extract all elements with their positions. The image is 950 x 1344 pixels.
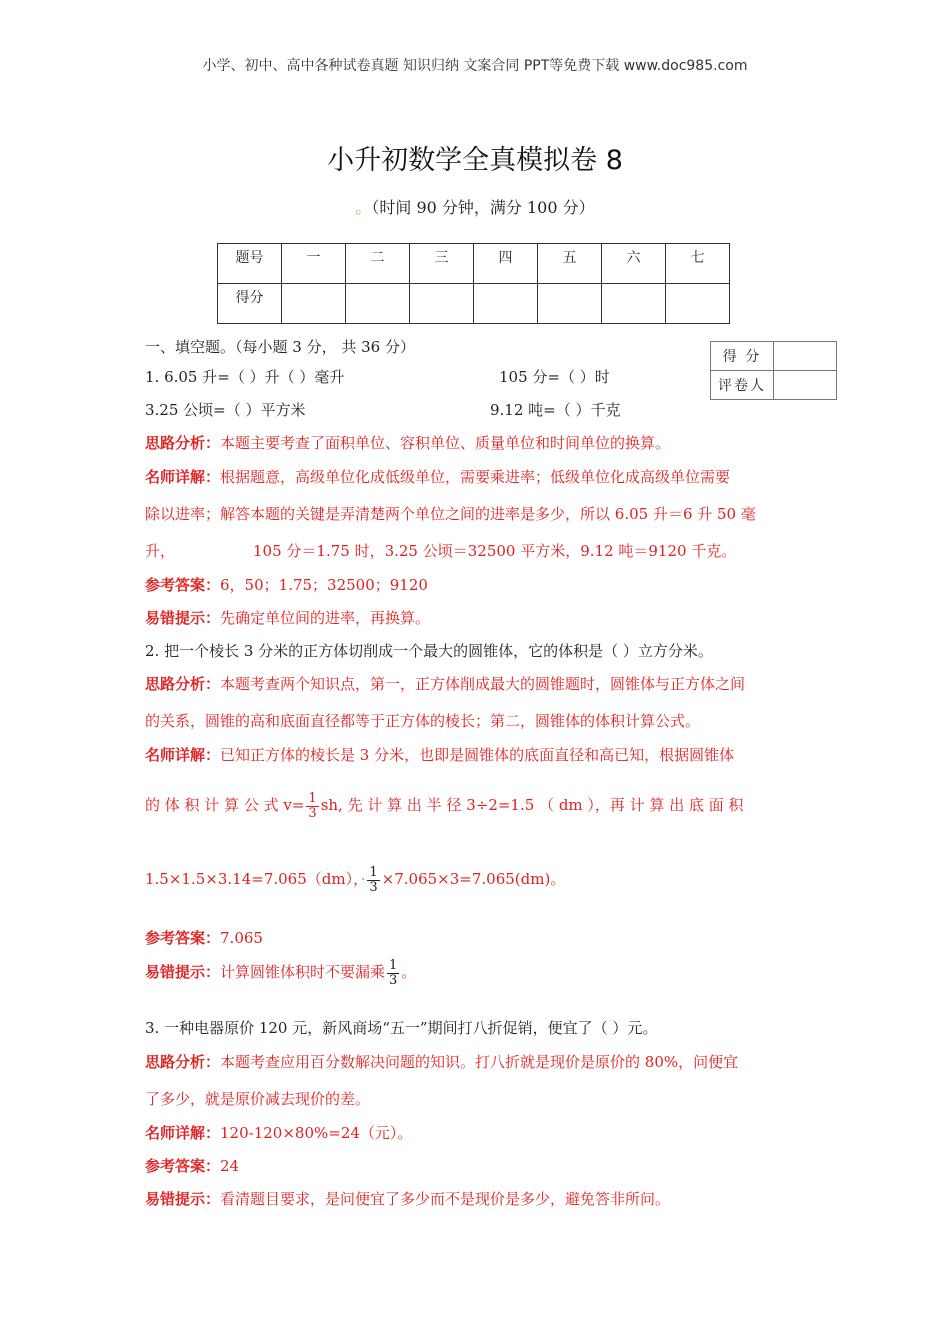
score-cell: 三 [410, 244, 474, 284]
grader-name-blank [774, 371, 837, 400]
score-blank-cell [474, 284, 538, 324]
subtitle-text: （时间 90 分钟，满分 100 分） [371, 198, 595, 217]
score-cell: 二 [346, 244, 410, 284]
score-table [217, 243, 730, 324]
q1-part-c: 3.25 公顷=（ ）平方米 [145, 401, 306, 419]
q3-analysis-line-1: 思路分析：本题考查应用百分数解决问题的知识。打八折就是现价是原价的 80%，问便宜 [145, 1053, 739, 1071]
grader-table [710, 341, 837, 400]
exam-title: 小升初数学全真模拟卷 8 [327, 145, 623, 176]
score-blank-cell [666, 284, 730, 324]
q1-analysis: 思路分析：本题主要考查了面积单位、容积单位、质量单位和时间单位的换算。 [145, 434, 671, 452]
q2-tip: 易错提示：计算圆锥体积时不要漏乘 $\frac{1}{3}$ 。 [145, 958, 417, 988]
q2-analysis-line-2: 的关系，圆锥的高和底面直径都等于正方体的棱长；第二，圆锥体的体积计算公式。 [145, 712, 701, 730]
q3-question: 3. 一种电器原价 120 元，新风商场“五一”期间打八折促销，便宜了（ ）元。 [145, 1019, 658, 1037]
grader-score-label: 得 分 [711, 342, 774, 371]
grader-name-label: 评卷人 [711, 371, 774, 400]
q1-detail-line-3a: 升， [145, 542, 176, 560]
score-blank-cell [282, 284, 346, 324]
section-1-heading: 一、填空题。（每小题 3 分， 共 36 分） [145, 338, 415, 356]
score-table-header-row [218, 244, 730, 284]
score-cell: 题号 [218, 244, 282, 284]
score-cell: 得分 [218, 284, 282, 324]
q1-part-b: 105 分=（ ）时 [499, 368, 610, 386]
fraction-one-third: $\frac{1}{3}$ [308, 791, 317, 821]
q1-detail-line-1: 名师详解：根据题意，高级单位化成低级单位，需要乘进率；低级单位化成高级单位需要 [145, 468, 731, 486]
q2-analysis-line-1: 思路分析：本题考查两个知识点，第一，正方体削成最大的圆锥题时，圆锥体与正方体之间 [145, 675, 746, 693]
score-cell: 四 [474, 244, 538, 284]
score-blank-cell [346, 284, 410, 324]
score-cell: 五 [538, 244, 602, 284]
score-cell: 六 [602, 244, 666, 284]
q2-detail-line-1: 名师详解：已知正方体的棱长是 3 分米，也即是圆锥体的底面直径和高已知，根据圆锥体 [145, 746, 735, 764]
q2-question: 2. 把一个棱长 3 分米的正方体切削成一个最大的圆锥体，它的体积是（ ）立方分米。 [145, 642, 713, 660]
score-blank-cell [538, 284, 602, 324]
grader-score-blank [774, 342, 837, 371]
q1-detail-line-3b: 105 分＝1.75 时，3.25 公顷＝32500 平方米，9.12 吨＝9120 千克。 [253, 542, 737, 560]
score-blank-cell [602, 284, 666, 324]
q3-tip: 易错提示：看清题目要求，是问便宜了多少而不是现价是多少，避免答非所问。 [145, 1190, 671, 1208]
q1-detail-line-2: 除以进率；解答本题的关键是弄清楚两个单位之间的进率是多少，所以 6.05 升＝6 升 50 毫 [145, 505, 756, 523]
q3-analysis-line-2: 了多少，就是原价减去现价的差。 [145, 1090, 371, 1108]
page-header: 小学、初中、高中各种试卷真题 知识归纳 文案合同 PPT等免费下载 www.doc985.com [202, 58, 748, 74]
q1-tip: 易错提示：先确定单位间的进率，再换算。 [145, 609, 431, 627]
q3-detail: 名师详解：120-120×80%=24（元）。 [145, 1124, 413, 1142]
q1-part-d: 9.12 吨=（ ）千克 [490, 401, 621, 419]
subtitle-dot: 。 [355, 198, 372, 217]
fraction-one-third: $\frac{1}{3}$ [389, 958, 398, 988]
fraction-one-third: $\frac{1}{3}$ [369, 865, 378, 895]
q2-detail-line-3: 1.5×1.5×3.14=7.065（dm），· $\frac{1}{3}$ ×7.065×3=7.065(dm)。 [145, 865, 566, 895]
q2-detail-line-2: 的 体 积 计 算 公 式 v= $\frac{1}{3}$ sh, 先 计 算 出 半 径 3÷2=1.5 （ dm ），再 计 算 出 底 面 积 [145, 791, 744, 821]
q1-answer: 参考答案：6，50；1.75；32500；9120 [145, 576, 428, 594]
exam-subtitle [0, 195, 950, 218]
q1-part-a: 1. 6.05 升=（ ）升（ ）毫升 [145, 368, 345, 386]
score-blank-cell [410, 284, 474, 324]
score-table-score-row [218, 284, 730, 324]
score-cell: 七 [666, 244, 730, 284]
q3-answer: 参考答案：24 [145, 1157, 240, 1175]
score-cell: 一 [282, 244, 346, 284]
q2-answer: 参考答案：7.065 [145, 929, 263, 947]
